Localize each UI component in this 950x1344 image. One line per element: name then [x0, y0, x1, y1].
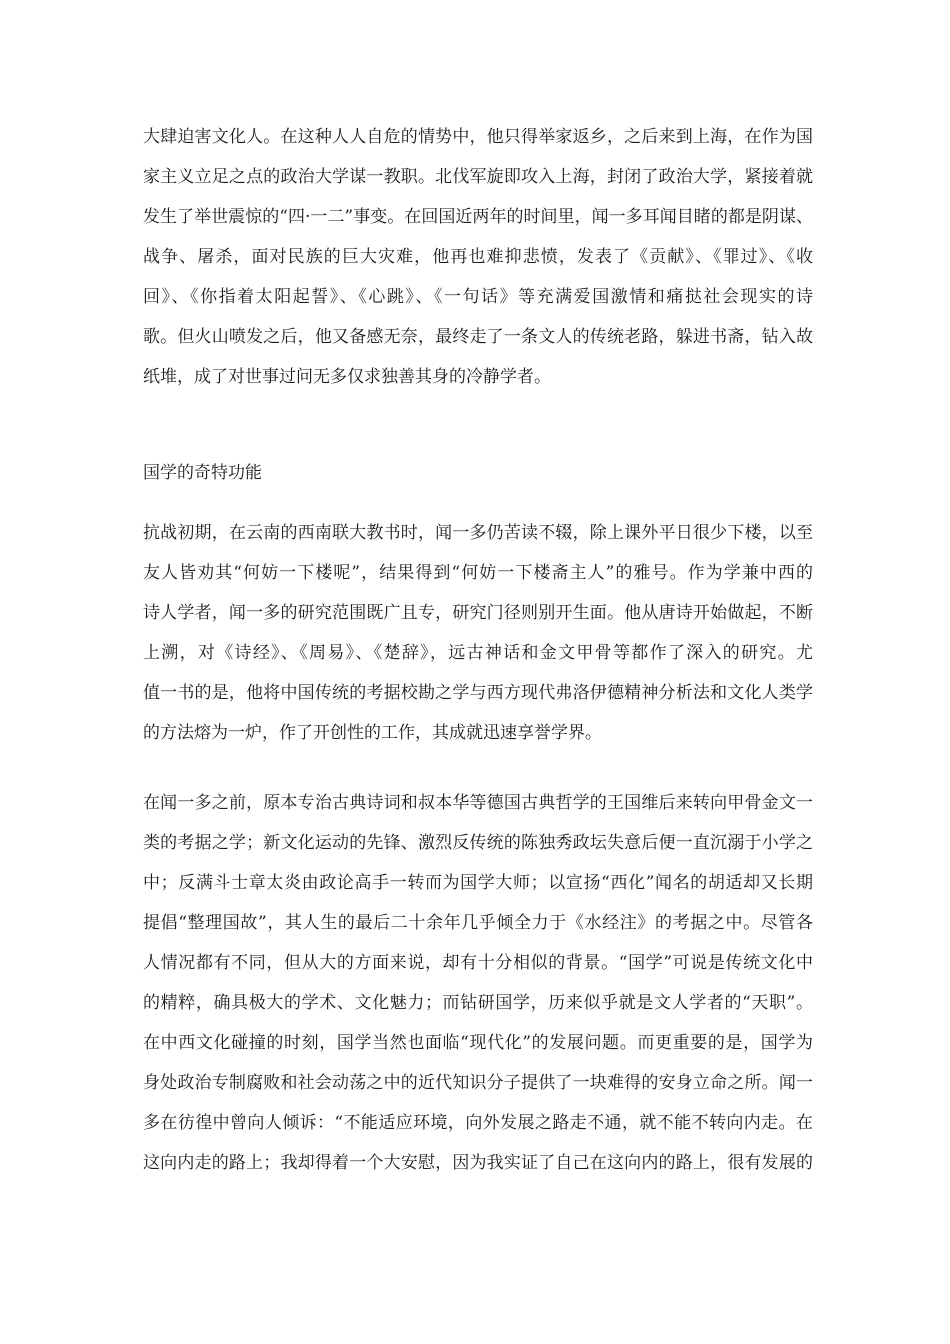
- text-line: 在中西文化碰撞的时刻，国学当然也面临“现代化”的发展问题。而更重要的是，国学为: [143, 1033, 813, 1053]
- text-line: 纸堆，成了对世事过问无多仅求独善其身的冷静学者。: [143, 367, 551, 387]
- text-line: 的精粹，确具极大的学术、文化魅力；而钻研国学，历来似乎就是文人学者的“天职”。: [143, 993, 813, 1013]
- text-line: 身处政治专制腐败和社会动荡之中的近代知识分子提供了一块难得的安身立命之所。闻一: [143, 1073, 813, 1093]
- text-line: 发生了举世震惊的“四·一二”事变。在回国近两年的时间里，闻一多耳闻目睹的都是阴谋、: [143, 207, 813, 227]
- text-line: 上溯，对《诗经》、《周易》、《楚辞》，远古神话和金文甲骨等都作了深入的研究。尤: [143, 643, 813, 663]
- text-line: 诗人学者，闻一多的研究范围既广且专，研究门径则别开生面。他从唐诗开始做起，不断: [143, 603, 813, 623]
- text-line: 家主义立足之点的政治大学谋一教职。北伐军旋即攻入上海，封闭了政治大学，紧接着就: [143, 167, 813, 187]
- text-line: 中；反满斗士章太炎由政论高手一转而为国学大师；以宣扬“西化”闻名的胡适却又长期: [143, 873, 813, 893]
- text-line: 的方法熔为一炉，作了开创性的工作，其成就迅速享誉学界。: [143, 723, 602, 743]
- text-line: 这向内走的路上；我却得着一个大安慰，因为我实证了自己在这向内的路上，很有发展的: [143, 1153, 813, 1173]
- text-line: 提倡“整理国故”，其人生的最后二十余年几乎倾全力于《水经注》的考据之中。尽管各: [143, 913, 813, 933]
- text-line: 在闻一多之前，原本专治古典诗词和叔本华等德国古典哲学的王国维后来转向甲骨金文一: [143, 793, 813, 813]
- text-line: 多在彷徨中曾向人倾诉：“不能适应环境，向外发展之路走不通，就不能不转向内走。在: [143, 1113, 813, 1133]
- text-line: 类的考据之学；新文化运动的先锋、激烈反传统的陈独秀政坛失意后便一直沉溺于小学之: [143, 833, 813, 853]
- text-line: 歌。但火山喷发之后，他又备感无奈，最终走了一条文人的传统老路，躲进书斋，钻入故: [143, 327, 813, 347]
- text-line: 值一书的是，他将中国传统的考据校勘之学与西方现代弗洛伊德精神分析法和文化人类学: [143, 683, 813, 703]
- text-line: 人情况都有不同，但从大的方面来说，却有十分相似的背景。“国学”可说是传统文化中: [143, 953, 813, 973]
- text-line: 回》、《你指着太阳起誓》、《心跳》、《一句话》等充满爱国激情和痛挞社会现实的诗: [143, 287, 813, 307]
- text-line: 战争、屠杀，面对民族的巨大灾难，他再也难抑悲愤，发表了《贡献》、《罪过》、《收: [143, 247, 813, 267]
- text-line: 大肆迫害文化人。在这种人人自危的情势中，他只得举家返乡，之后来到上海，在作为国: [143, 127, 813, 147]
- text-line: 友人皆劝其“何妨一下楼呢”，结果得到“何妨一下楼斋主人”的雅号。作为学兼中西的: [143, 563, 813, 583]
- text-line: 抗战初期，在云南的西南联大教书时，闻一多仍苦读不辍，除上课外平日很少下楼，以至: [143, 523, 813, 543]
- section-heading: 国学的奇特功能: [143, 463, 262, 483]
